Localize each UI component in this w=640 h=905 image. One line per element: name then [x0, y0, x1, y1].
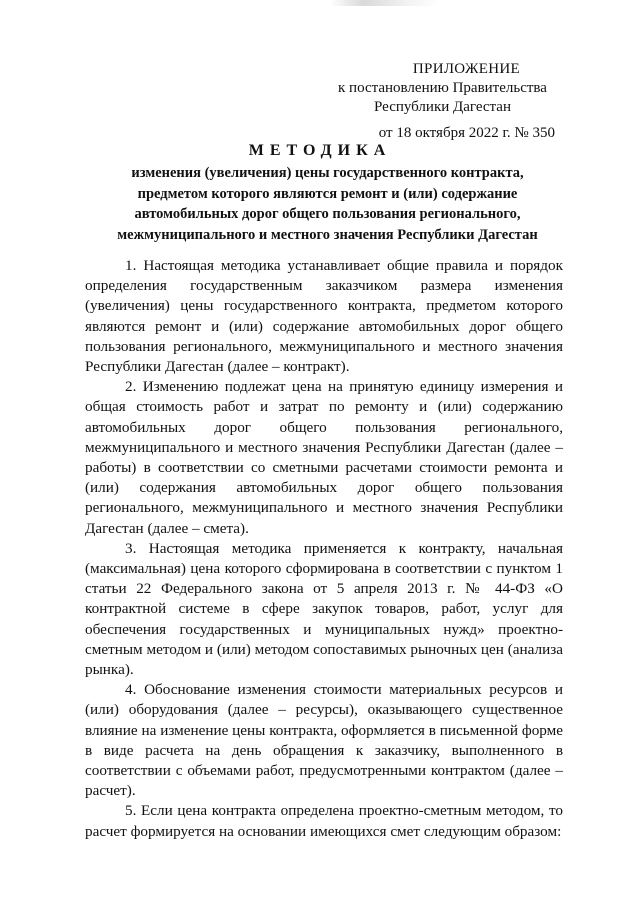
document-subtitle [95, 163, 560, 245]
scan-artifact [330, 0, 440, 6]
appendix-reference: к постановлению Правительства [338, 80, 547, 96]
document-body [85, 256, 563, 842]
appendix-title: ПРИЛОЖЕНИЕ [412, 61, 520, 77]
paragraph-2: 2. Изменению подлежат цена на принятую единицу измерения и общая стоимость работ и затрат по ремонту и (или) содержанию автомобильных дорог общего пользования регионального, межмуниципального и местного значения Республики Дагестан (далее – работы) в соответствии со сметными расчетами стоимости ремонта и (или) содержания автомобильных дорог общего пользования регионального, межмуниципального и местного значения Республики Дагестан (далее – смета). [85, 378, 563, 537]
appendix-authority: Республики Дагестан [374, 99, 511, 115]
appendix-date: от 18 октября 2022 г. № 350 [378, 125, 555, 141]
subtitle-line: изменения (увеличения) цены государственного контракта, [131, 165, 524, 181]
subtitle-line: предметом которого являются ремонт и (или) содержание [137, 185, 518, 202]
paragraph-4: 4. Обоснование изменения стоимости материальных ресурсов и (или) оборудования (далее – ресурсы), оказывающего существенное влияние на изменение цены контракта, оформляется в письменной форме в виде расчета на день обращения к заказчику, выполненного в соответствии с объемами работ, предусмотренными контрактом (далее – расчет). [85, 681, 563, 800]
paragraph-1: 1. Настоящая методика устанавливает общие правила и порядок определения государственным заказчиком размера изменения (увеличения) цены государственного контракта, предметом которого являются ремонт и (или) содержание автомобильных дорог общего пользования регионального, межмуниципального и местного значения Республики Дагестан (далее – контракт). [85, 257, 563, 376]
appendix-block [330, 60, 555, 143]
subtitle-line: межмуниципального и местного значения Республики Дагестан [117, 226, 538, 243]
document-title: МЕТОДИКА [248, 142, 392, 159]
paragraph-5: 5. Если цена контракта определена проектно-сметным методом, то расчет формируется на основании имеющихся смет следующим образом: [85, 802, 563, 840]
subtitle-line: автомобильных дорог общего пользования регионального, [134, 206, 521, 222]
paragraph-3: 3. Настоящая методика применяется к контракту, начальная (максимальная) цена которого сформирована в соответствии с пунктом 1 статьи 22 Федерального закона от 5 апреля 2013 г. № 44-ФЗ «О контрактной системе в сфере закупок товаров, работ, услуг для обеспечения государственных и муниципальных нужд» проектно-сметным методом и (или) методом сопоставимых рыночных цен (анализа рынка). [85, 539, 563, 679]
